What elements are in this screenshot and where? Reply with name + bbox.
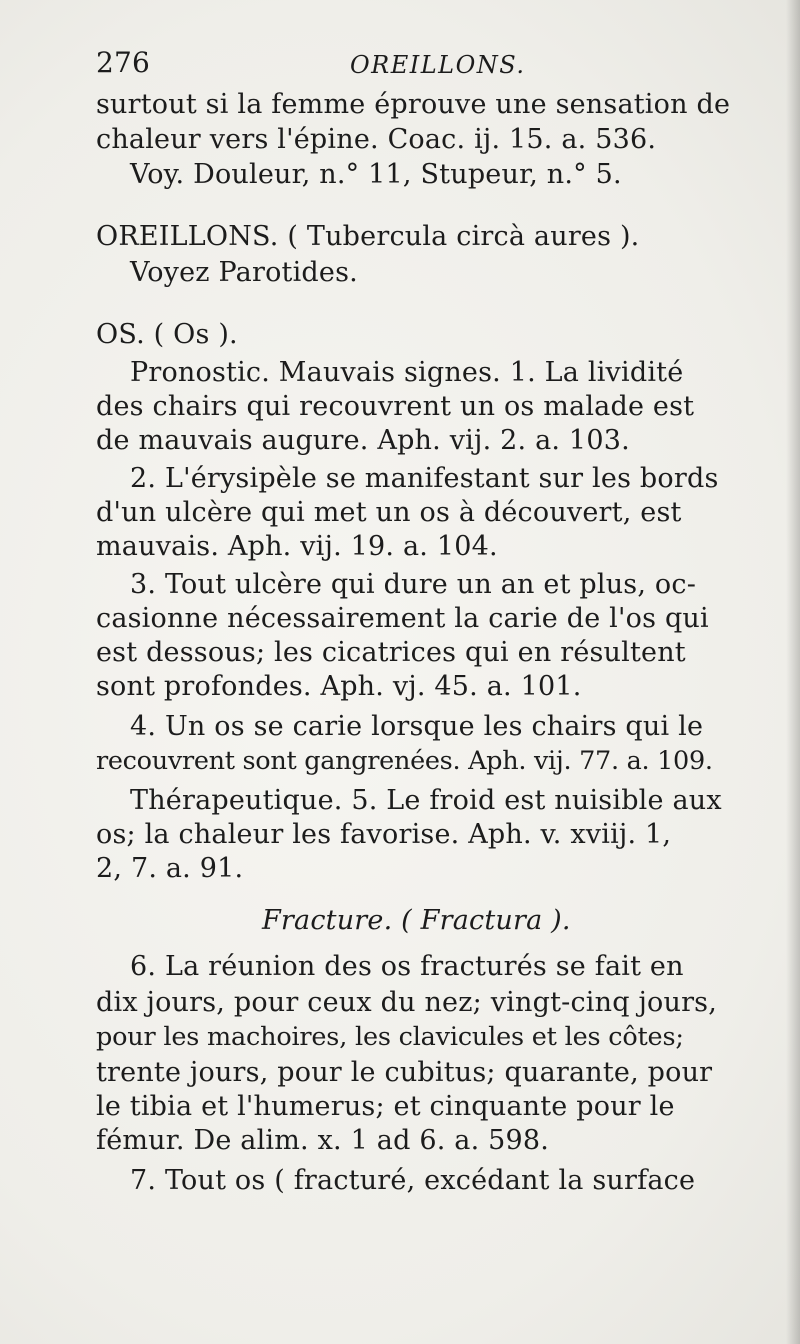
text-line: fémur. De alim. x. 1 ad 6. a. 598. (96, 1125, 550, 1156)
entry-heading-os: OS. ( Os ). (96, 319, 238, 350)
text-line: 6. La réunion des os fracturés se fait en (130, 951, 684, 982)
text-line: surtout si la femme éprouve une sensation de (96, 89, 731, 120)
section-heading-fracture: Fracture. ( Fractura ). (262, 905, 571, 936)
running-title: OREILLONS. (350, 51, 526, 79)
text-line: os; la chaleur les favorise. Aph. v. xviij. 1, (96, 819, 672, 850)
text-line: chaleur vers l'épine. Coac. ij. 15. a. 536. (96, 124, 657, 155)
text-line: Pronostic. Mauvais signes. 1. La lividité (130, 357, 684, 388)
text-line: le tibia et l'humerus; et cinquante pour le (96, 1091, 675, 1122)
text-line: 4. Un os se carie lorsque les chairs qui le (130, 711, 704, 742)
text-line: mauvais. Aph. vij. 19. a. 104. (96, 531, 498, 562)
entry-heading-oreillons: OREILLONS. ( Tubercula circà aures ). (96, 221, 640, 252)
text-line: 2, 7. a. 91. (96, 853, 244, 884)
text-line: est dessous; les cicatrices qui en résultent (96, 637, 686, 668)
text-line: Voy. Douleur, n.° 11, Stupeur, n.° 5. (130, 159, 622, 190)
text-line: recouvrent sont gangrenées. Aph. vij. 77. a. 109. (96, 746, 713, 776)
text-line: 2. L'érysipèle se manifestant sur les bords (130, 463, 719, 494)
text-line: 7. Tout os ( fracturé, excédant la surface (130, 1165, 696, 1196)
page-edge-shadow (786, 0, 800, 1344)
text-line: pour les machoires, les clavicules et les côtes; (96, 1022, 684, 1052)
text-line: trente jours, pour le cubitus; quarante, pour (96, 1057, 713, 1088)
page-number: 276 (96, 46, 151, 79)
text-line: casionne nécessairement la carie de l'os qui (96, 603, 709, 634)
text-line: dix jours, pour ceux du nez; vingt-cinq jours, (96, 987, 718, 1018)
text-line: sont profondes. Aph. vj. 45. a. 101. (96, 671, 582, 702)
text-line: 3. Tout ulcère qui dure un an et plus, oc- (130, 569, 697, 600)
text-line: Voyez Parotides. (130, 257, 358, 288)
text-line: de mauvais augure. Aph. vij. 2. a. 103. (96, 425, 630, 456)
text-line: d'un ulcère qui met un os à découvert, est (96, 497, 682, 528)
text-line: Thérapeutique. 5. Le froid est nuisible aux (130, 785, 722, 816)
text-line: des chairs qui recouvrent un os malade est (96, 391, 695, 422)
